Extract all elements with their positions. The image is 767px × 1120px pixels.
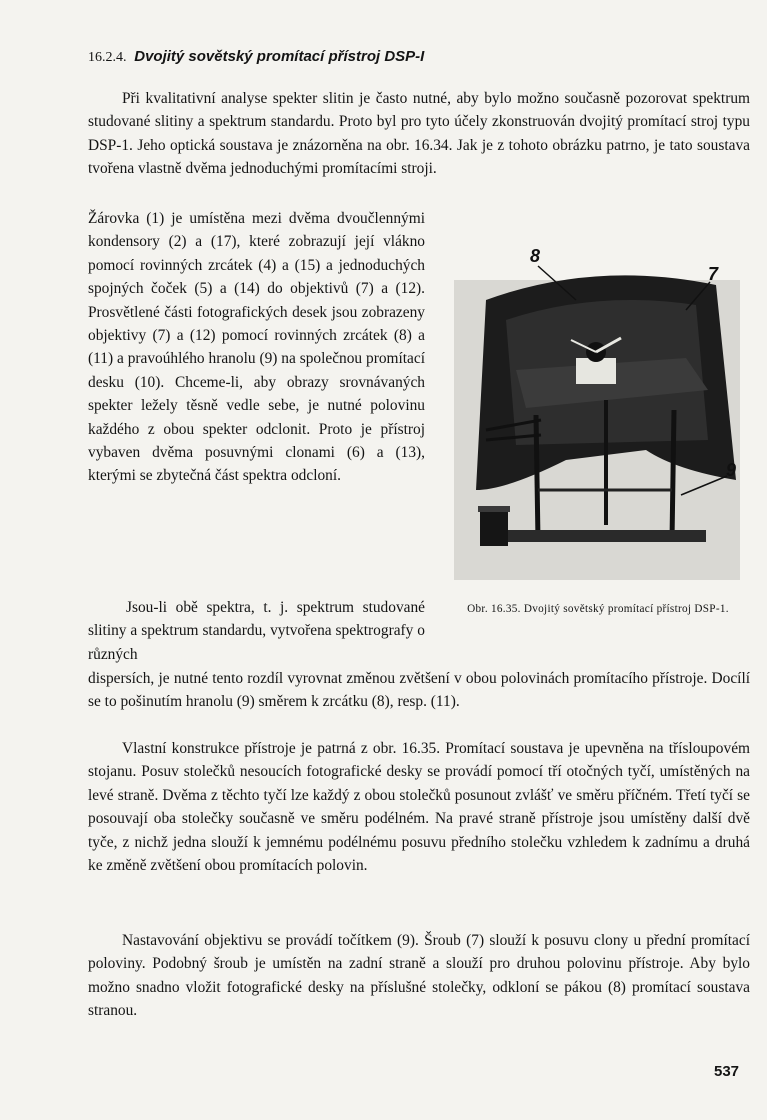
figure-label-7: 7 — [708, 264, 719, 284]
section-heading — [88, 47, 424, 68]
page-number: 537 — [714, 1063, 740, 1080]
paragraph-dispersion-end: dispersích, je nutné tento rozdíl vyrovnat změnou zvětšení v obou polovinách promítacího přístroje. Docílí se to pošinutím hranolu (9) směrem k zrcátku (8), resp. (11). — [88, 670, 750, 711]
projector-photo — [446, 240, 748, 592]
figure-label-9: 9 — [726, 460, 737, 480]
section-number: 16.2.4. — [88, 50, 127, 65]
paragraph-adjustment: Nastavování objektivu se provádí točítkem (9). Šroub (7) slouží k posuvu clony u přední promítací poloviny. Podobný šroub je umístěn na zadní straně a slouží pro druhou polovinu přístroje. Aby bylo možno snadno vložit fotografické desky na příslušné stolečky, odkloní se pákou (8) promítací soustava stranou. — [88, 932, 750, 1020]
paragraph-intro: Při kvalitativní analyse spekter slitin je často nutné, aby bylo možno současně pozorovat spektrum studované slitiny a spektrum standardu. Proto byl pro tyto účely zkonstruován dvojitý promítací stroj typu DSP-1. Jeho optická soustava je znázorněna na obr. 16.34. Jak je z tohoto obrázku patrno, je tato soustava tvořena vlastně dvěma jednoduchými promítacími stroji. — [88, 90, 750, 178]
paragraph-construction: Vlastní konstrukce přístroje je patrná z obr. 16.35. Promítací soustava je upevněna na třísloupovém stojanu. Posuv stolečků nesoucích fotografické desky se provádí pomocí tří otočných tyčí, umístěných na levé straně. Dvěma z těchto tyčí lze každý z obou stolečků posunout zvlášť ve směru příčném. Třetí tyčí se posouvají oba stolečky současně ve směru podélném. Na pravé straně přístroje jsou umístěny další dvě tyče, z nichž jedna slouží k jemnému podélnému posuvu předního stolečku vzhledem k zadnímu a druhá ke změně zvětšení obou promítacích polovin. — [88, 740, 750, 875]
projector-illustration — [446, 240, 748, 592]
figure-label-8: 8 — [530, 246, 541, 266]
paragraph-optics: Žárovka (1) je umístěna mezi dvěma dvoučlennými kondensory (2) a (17), které zobrazují její vlákno pomocí rovinných zrcátek (4) a (15) a jednoduchých spojných čoček (5) a (14) do objektivů (7) a (12). Prosvětlené části fotografických desek jsou zobrazeny objektivy (7) a (12) pomocí rovinných zrcátek (8) a (11) a pravoúhlého hranolu (9) na společnou promítací desku (10). Chceme-li, aby obrazy srovnávaných spekter ležely těsně vedle sebe, je nutné polovinu každého z obou spekter odclonit. Proto je přístroj vybaven dvěma posuvnými clonami (6) a (13), kterými se zbytečná část spektra odcloní. — [88, 210, 425, 485]
figure-caption: Obr. 16.35. Dvojitý sovětský promítací přístroj DSP-1. — [467, 603, 729, 615]
section-title: Dvojitý sovětský promítací přístroj DSP-I — [134, 48, 425, 65]
paragraph-dispersion-start: Jsou-li obě spektra, t. j. spektrum studované slitiny a spektrum standardu, vytvořena spektrografy o různých — [88, 599, 425, 663]
